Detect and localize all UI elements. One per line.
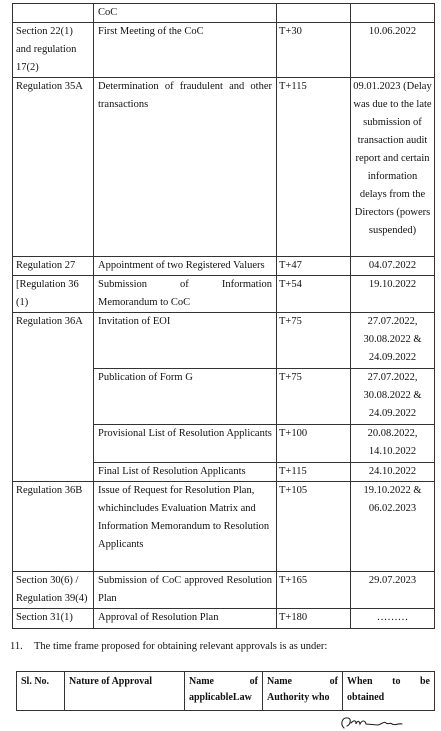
activity-cell: Provisional List of Resolution Applicants bbox=[94, 425, 277, 463]
activity-cell: Determination of fraudulent and other transactions bbox=[94, 78, 277, 257]
table-row bbox=[13, 609, 435, 629]
activity-cell: Issue of Request for Resolution Plan, whichincludes Evaluation Matrix and Information Memorandum to Resolution Applicants bbox=[94, 482, 277, 572]
activity-cell: Submission of CoC approved Resolution Plan bbox=[94, 572, 277, 609]
regulation-cell: Regulation 36A bbox=[13, 313, 94, 482]
timeline-cell: T+180 bbox=[277, 609, 351, 629]
timeline-cell: T+54 bbox=[277, 276, 351, 313]
header-when-obtained: When to be obtained bbox=[343, 672, 435, 711]
timeline-cell: T+47 bbox=[277, 257, 351, 276]
regulation-cell: Section 31(1) bbox=[13, 609, 94, 629]
approvals-table bbox=[16, 671, 435, 711]
table-row bbox=[13, 572, 435, 609]
regulation-cell bbox=[13, 4, 94, 23]
timeline-cell: T+30 bbox=[277, 23, 351, 78]
timeline-cell: T+75 bbox=[277, 369, 351, 425]
table-row bbox=[13, 78, 435, 257]
table-row bbox=[13, 313, 435, 369]
section-11-paragraph bbox=[10, 641, 440, 652]
activity-cell: CoC bbox=[94, 4, 277, 23]
date-cell: 29.07.2023 bbox=[351, 572, 435, 609]
activity-cell: Submission of Information Memorandum to CoC bbox=[94, 276, 277, 313]
date-cell: 20.08.2022, 14.10.2022 bbox=[351, 425, 435, 463]
header-sl-no: Sl. No. bbox=[17, 672, 65, 711]
date-cell: 27.07.2022, 30.08.2022 & 24.09.2022 bbox=[351, 369, 435, 425]
table-header-row bbox=[17, 672, 435, 711]
date-cell: 24.10.2022 bbox=[351, 463, 435, 482]
timeline-cell: T+115 bbox=[277, 78, 351, 257]
activity-cell: Approval of Resolution Plan bbox=[94, 609, 277, 629]
date-cell: 19.10.2022 bbox=[351, 276, 435, 313]
regulation-cell: Section 30(6) / Regulation 39(4) bbox=[13, 572, 94, 609]
activity-cell: Publication of Form G bbox=[94, 369, 277, 425]
table-row bbox=[13, 482, 435, 572]
header-authority: Name of Authority who bbox=[263, 672, 343, 711]
table-row bbox=[13, 257, 435, 276]
regulation-cell: Section 22(1) and regulation 17(2) bbox=[13, 23, 94, 78]
activity-cell: Final List of Resolution Applicants bbox=[94, 463, 277, 482]
section-text: The time frame proposed for obtaining relevant approvals is as under: bbox=[34, 641, 328, 652]
header-applicable-law: Name of applicableLaw bbox=[185, 672, 263, 711]
date-cell bbox=[351, 4, 435, 23]
regulation-cell: [Regulation 36 (1) bbox=[13, 276, 94, 313]
signature-image bbox=[338, 714, 408, 731]
timeline-cell: T+100 bbox=[277, 425, 351, 463]
timeline-cell: T+115 bbox=[277, 463, 351, 482]
activity-cell: Invitation of EOI bbox=[94, 313, 277, 369]
header-nature-of-approval: Nature of Approval bbox=[65, 672, 185, 711]
regulation-cell: Regulation 35A bbox=[13, 78, 94, 257]
date-cell: 09.01.2023 (Delay was due to the late submission of transaction audit report and certain information delays from the Directors (powers suspended) bbox=[351, 78, 435, 257]
timeline-cell bbox=[277, 4, 351, 23]
table-row bbox=[13, 4, 435, 23]
timeline-table bbox=[12, 3, 435, 629]
table-row bbox=[13, 276, 435, 313]
table-row bbox=[13, 23, 435, 78]
date-cell: ……… bbox=[351, 609, 435, 629]
regulation-cell: Regulation 36B bbox=[13, 482, 94, 572]
timeline-cell: T+105 bbox=[277, 482, 351, 572]
activity-cell: First Meeting of the CoC bbox=[94, 23, 277, 78]
date-cell: 04.07.2022 bbox=[351, 257, 435, 276]
timeline-cell: T+75 bbox=[277, 313, 351, 369]
date-cell: 27.07.2022, 30.08.2022 & 24.09.2022 bbox=[351, 313, 435, 369]
date-cell: 10.06.2022 bbox=[351, 23, 435, 78]
timeline-cell: T+165 bbox=[277, 572, 351, 609]
section-number: 11. bbox=[10, 641, 23, 652]
regulation-cell: Regulation 27 bbox=[13, 257, 94, 276]
date-cell: 19.10.2022 & 06.02.2023 bbox=[351, 482, 435, 572]
activity-cell: Appointment of two Registered Valuers bbox=[94, 257, 277, 276]
